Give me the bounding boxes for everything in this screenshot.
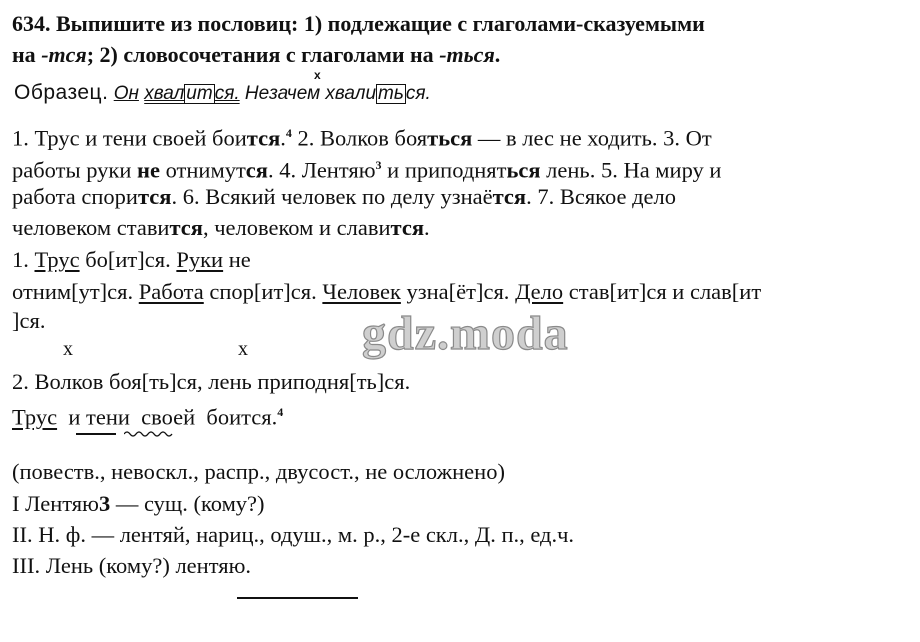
sample-predicate: хвал ит ся. (144, 83, 240, 104)
sample-ending-box: ит (186, 83, 213, 104)
parse-part-1: I Лентяю3 — сущ. (кому?) (12, 491, 265, 516)
watermark: gdz.moda (362, 307, 569, 360)
subject-ruki: Руки (176, 247, 224, 272)
sample-label: Образец. (14, 81, 109, 104)
parse-sentence: Трус и тени своей боится.$^4$ (12, 404, 284, 430)
subject-trus: Трус (34, 247, 80, 272)
answer2-mark-2: x (238, 338, 248, 360)
proverbs-line-4: человеком ставится, человеком и славится. (12, 215, 430, 240)
sample-subject: Он (113, 83, 139, 104)
sample-infinitive: хвали ть ся. (325, 83, 431, 104)
answer1-line-2: отним[ут]ся. Работа спор[ит]ся. Человек узна[ёт]ся. Дело став[ит]ся и слав[ит (12, 279, 762, 304)
underline-wavy (124, 430, 174, 438)
parse-part-2: II. Н. ф. — лентяй, нариц., одуш., м. р., 2-е скл., Д. п., ед.ч. (12, 522, 575, 547)
parse-part-3: III. Лень (кому?) лентяю. (12, 553, 252, 578)
sample-line (14, 80, 431, 107)
task-heading-line2: на -тся; 2) словосочетания с глаголами на -ться. (12, 42, 501, 67)
subject-rabota: Работа (138, 279, 204, 304)
bottom-line (237, 597, 358, 599)
parse-object: и тени (68, 404, 130, 430)
answer2-line: 2. Волков боя[ть]ся, лень приподня[ть]ся. (12, 369, 411, 394)
sample-suffix-box: ть (378, 83, 404, 104)
sample-adverb: Незачем (244, 83, 321, 104)
proverbs-line-1: 1. Трус и тени своей боится.$^4$ 2. Волков бояться — в лес не ходить. 3. От (12, 125, 712, 151)
sample-mark: x (314, 68, 321, 82)
answer1-line-1: 1. Трус бо[ит]ся. Руки не (12, 247, 251, 272)
underline-dash (76, 433, 116, 435)
parse-description: (повеств., невоскл., распр., двусост., не осложнено) (12, 459, 505, 484)
proverbs-line-3: работа спорится. 6. Всякий человек по делу узнаётся. 7. Всякое дело (12, 184, 677, 209)
subject-delo: Дело (515, 279, 564, 304)
task-heading (12, 10, 705, 38)
answer1-line-3: ]ся. (12, 308, 46, 333)
parse-subject: Трус (12, 404, 58, 430)
answer2-mark-1: x (63, 338, 73, 360)
subject-chelovek: Человек (322, 279, 401, 304)
proverbs-line-2: работы руки не отнимутся. 4. Лентяю$^3$ и приподняться лень. 5. На миру и (12, 157, 722, 183)
task-number: 634. (12, 11, 51, 36)
task-text-line1: Выпишите из пословиц: 1) подлежащие с глаголами-сказуемыми (56, 11, 705, 36)
